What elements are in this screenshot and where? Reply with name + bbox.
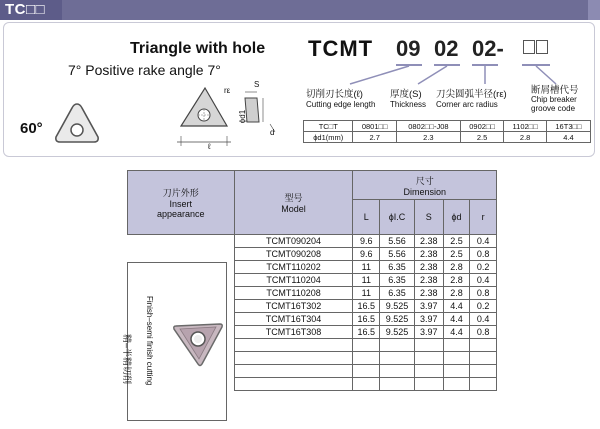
r-cell: 0.2 — [470, 300, 497, 313]
header-dimension-cn: 尺寸 — [415, 175, 434, 186]
L-cell: 16.5 — [353, 300, 380, 313]
header-edge — [588, 0, 600, 20]
ic-cell: 9.525 — [380, 326, 415, 339]
spec-cell: 2.8 — [504, 132, 547, 143]
col-header-L: L — [353, 200, 380, 235]
code-prefix: TCMT — [308, 36, 374, 61]
s-cell: 3.97 — [414, 300, 443, 313]
insert-photo-icon — [168, 312, 226, 370]
drawing-label-d: d — [270, 128, 275, 137]
s-cell: 2.38 — [414, 261, 443, 274]
spec-row-codes — [304, 121, 591, 132]
code-chip-breaker-placeholder — [522, 40, 548, 58]
L-cell: 9.6 — [353, 248, 380, 261]
L-cell: 16.5 — [353, 326, 380, 339]
r-cell: 0.4 — [470, 313, 497, 326]
spec-cell: TC□T — [304, 121, 353, 132]
d-cell: 2.5 — [443, 235, 470, 248]
model-cell: TCMT16T304 — [234, 313, 353, 326]
field-edge-length-en: Cutting edge length — [306, 100, 376, 109]
header-band — [0, 0, 600, 20]
side-label-en: Finish–semi finish cutting — [145, 296, 154, 386]
insert-title: Triangle with hole — [130, 40, 266, 57]
spec-cell: 1102□□ — [504, 121, 547, 132]
header-dimension-en: Dimension — [403, 186, 446, 197]
spec-cell: 0902□□ — [460, 121, 503, 132]
side-label-cn: 精–半精切削 — [122, 334, 132, 385]
drawing-label-s: S — [254, 80, 260, 89]
s-cell: 2.38 — [414, 235, 443, 248]
col-header-ic: ϕI.C — [380, 200, 415, 235]
spec-cell: 0801□□ — [353, 121, 396, 132]
ic-cell: 9.525 — [380, 313, 415, 326]
header-insert-appearance — [128, 171, 235, 235]
spec-cell: 16T3□□ — [546, 121, 590, 132]
d-cell: 4.4 — [443, 326, 470, 339]
header-insert-cn: 刀片外形 — [162, 188, 199, 198]
col-header-d: ϕd — [443, 200, 470, 235]
L-cell: 16.5 — [353, 313, 380, 326]
col-header-r: r — [470, 200, 497, 235]
ic-cell: 6.35 — [380, 261, 415, 274]
model-cell: TCMT090208 — [234, 248, 353, 261]
spec-row-diameters — [304, 132, 591, 143]
drawing-label-re: rε — [224, 86, 231, 95]
model-cell: TCMT16T308 — [234, 326, 353, 339]
s-cell: 2.38 — [414, 287, 443, 300]
corner-angle: 60° — [20, 120, 43, 137]
r-cell: 0.4 — [470, 274, 497, 287]
r-cell: 0.8 — [470, 326, 497, 339]
header-model — [234, 171, 353, 235]
d-cell: 2.8 — [443, 287, 470, 300]
field-chip-breaker-cn: 断屑槽代号 — [531, 85, 579, 96]
L-cell: 9.6 — [353, 235, 380, 248]
model-cell: TCMT110208 — [234, 287, 353, 300]
r-cell: 0.8 — [470, 287, 497, 300]
field-thickness-cn: 厚度(S) — [390, 89, 422, 100]
ic-cell: 9.525 — [380, 300, 415, 313]
d-cell: 2.8 — [443, 261, 470, 274]
spec-cell: 2.5 — [460, 132, 503, 143]
s-cell: 3.97 — [414, 326, 443, 339]
triangle-insert-icon — [52, 100, 102, 146]
rake-angle-text: 7° Positive rake angle 7° — [68, 62, 221, 78]
field-thickness — [390, 86, 426, 109]
field-chip-breaker — [531, 86, 593, 113]
header-insert-en1: Insert — [169, 199, 193, 209]
header-dimension — [353, 171, 497, 200]
L-cell: 11 — [353, 274, 380, 287]
spec-cell: 0802□□-J08 — [396, 121, 460, 132]
d-cell: 2.5 — [443, 248, 470, 261]
s-cell: 2.38 — [414, 248, 443, 261]
L-cell: 11 — [353, 287, 380, 300]
drawing-label-l: ℓ — [208, 142, 211, 151]
header-tab-label: TC□□ — [0, 0, 62, 20]
spec-cell: 2.3 — [396, 132, 460, 143]
field-edge-length-cn: 切削刃长度(ℓ) — [306, 89, 363, 100]
insert-technical-drawing — [175, 84, 290, 154]
model-cell: TCMT110204 — [234, 274, 353, 287]
d-cell: 2.8 — [443, 274, 470, 287]
code-thickness: 02 — [434, 36, 459, 61]
r-cell: 0.4 — [470, 235, 497, 248]
table-row — [128, 235, 497, 248]
spec-cell: ϕd1(mm) — [304, 132, 353, 143]
s-cell: 2.38 — [414, 274, 443, 287]
code-corner-radius: 02- — [472, 36, 504, 61]
header-insert-en2: appearance — [157, 209, 205, 219]
field-corner-radius-en: Corner arc radius — [436, 100, 498, 109]
spec-cell: 2.7 — [353, 132, 396, 143]
ic-cell: 6.35 — [380, 274, 415, 287]
field-corner-radius-cn: 刀尖圆弧半径(rε) — [436, 89, 507, 100]
ic-cell: 5.56 — [380, 235, 415, 248]
spec-cell: 4.4 — [546, 132, 590, 143]
d-cell: 4.4 — [443, 300, 470, 313]
field-corner-radius — [436, 86, 507, 109]
model-cell: TCMT110202 — [234, 261, 353, 274]
field-thickness-en: Thickness — [390, 100, 427, 109]
s-cell: 3.97 — [414, 313, 443, 326]
col-header-s: S — [414, 200, 443, 235]
model-cell: TCMT090204 — [234, 235, 353, 248]
d-cell: 4.4 — [443, 313, 470, 326]
hole-diameter-table — [303, 120, 591, 143]
L-cell: 11 — [353, 261, 380, 274]
ic-cell: 5.56 — [380, 248, 415, 261]
field-edge-length — [306, 86, 375, 109]
header-model-cn: 型号 — [284, 193, 303, 203]
header-model-en: Model — [281, 204, 306, 214]
r-cell: 0.2 — [470, 261, 497, 274]
ic-cell: 6.35 — [380, 287, 415, 300]
code-edge-length: 09 — [396, 36, 421, 61]
field-chip-breaker-en: Chip breaker groove code — [531, 95, 577, 113]
model-cell: TCMT16T302 — [234, 300, 353, 313]
drawing-label-d1: ϕd1 — [238, 109, 248, 124]
r-cell: 0.8 — [470, 248, 497, 261]
